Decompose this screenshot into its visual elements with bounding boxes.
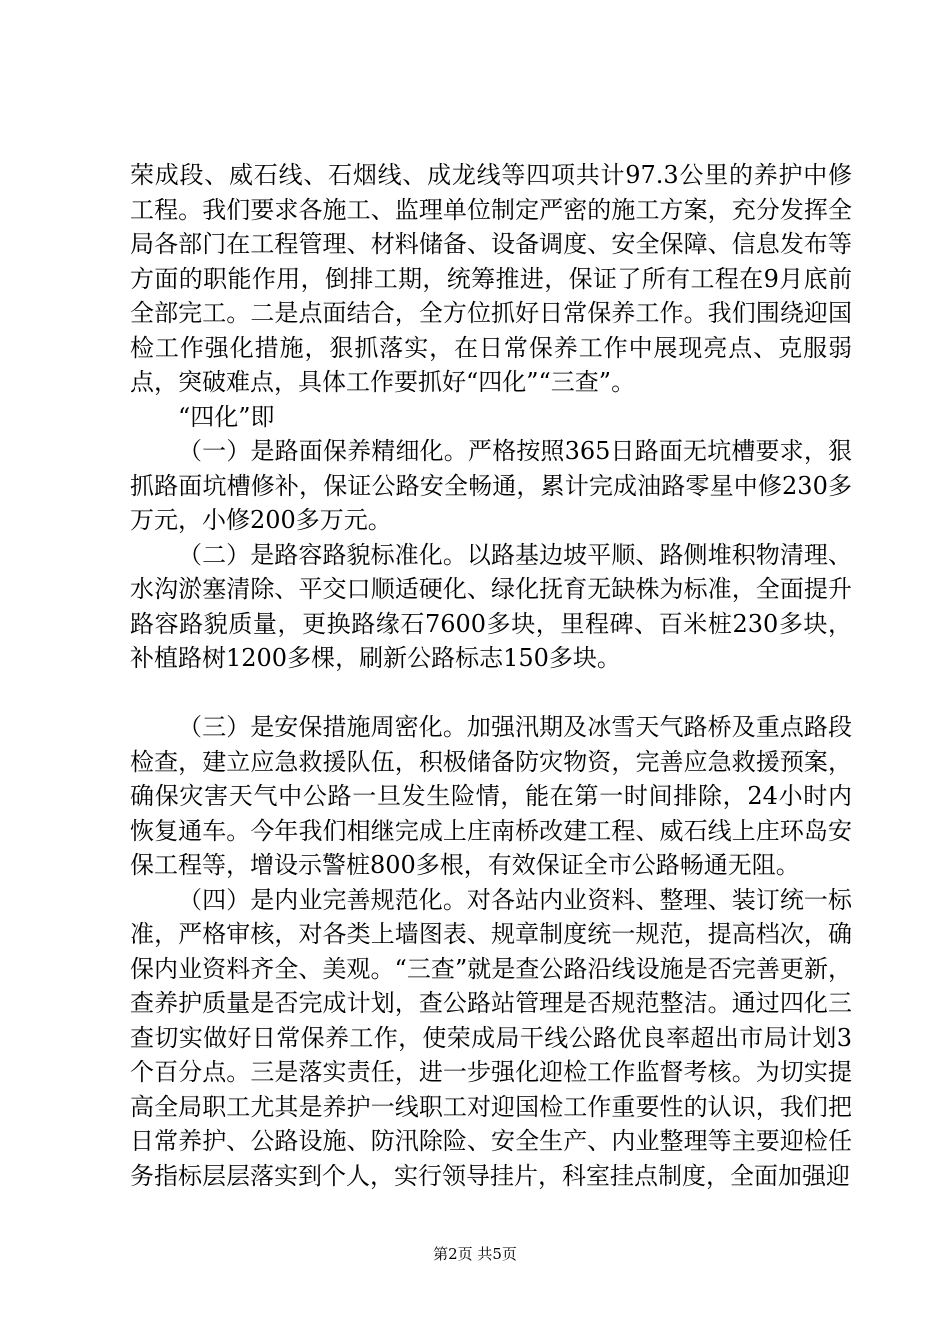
- paragraph-item-four: （四）是内业完善规范化。对各站内业资料、整理、装订统一标准，严格审核，对各类上墙图表、规章制度统一规范，提高档次，确保内业资料齐全、美观。“三查”就是查公路沿线设施是否完善更新，查养护质量是否完成计划，查公路站管理是否规范整洁。通过四化三查切实做好日常保养工作，使荣成局干线公路优良率超出市局计划3个百分点。三是落实责任，进一步强化迎检工作监督考核。为切实提高全局职工尤其是养护一线职工对迎国检工作重要性的认识，我们把日常养护、公路设施、防汛除险、安全生产、内业整理等主要迎检任务指标层层落实到个人，实行领导挂片，科室挂点制度，全面加强迎: [130, 885, 852, 1190]
- paragraph-continuation: 荣成段、威石线、石烟线、成龙线等四项共计97.3公里的养护中修工程。我们要求各施工、监理单位制定严密的施工方案，充分发挥全局各部门在工程管理、材料储备、设备调度、安全保障、信息发布等方面的职能作用，倒排工期，统筹推进，保证了所有工程在9月底前全部完工。二是点面结合，全方位抓好日常保养工作。我们围绕迎国检工作强化措施，狠抓落实，在日常保养工作中展现亮点、克服弱点，突破难点，具体工作要抓好“四化”“三查”。: [130, 161, 852, 396]
- paragraph-item-one: （一）是路面保养精细化。严格按照365日路面无坑槽要求，狠抓路面坑槽修补，保证公路安全畅通，累计完成油路零星中修230多万元，小修200多万元。: [130, 437, 852, 534]
- paragraph-four-modernizations-heading: “四化”即: [178, 402, 275, 431]
- page-number: 第2页 共5页: [433, 1245, 517, 1263]
- page-footer: [0, 1244, 950, 1264]
- paragraph-item-three: （三）是安保措施周密化。加强汛期及冰雪天气路桥及重点路段检查，建立应急救援队伍，积极储备防灾物资，完善应急救援预案，确保灾害天气中公路一旦发生险情，能在第一时间排除，24小时内恢复通车。今年我们相继完成上庄南桥改建工程、威石线上庄环岛安保工程等，增设示警桩800多根，有效保证全市公路畅通无阻。: [130, 713, 852, 879]
- paragraph-item-two: （二）是路容路貌标准化。以路基边坡平顺、路侧堆积物清理、水沟淤塞清除、平交口顺适硬化、绿化抚育无缺株为标准，全面提升路容路貌质量，更换路缘石7600多块，里程碑、百米桩230多块，补植路树1200多棵，刷新公路标志150多块。: [130, 540, 852, 672]
- document-body: [130, 158, 852, 1193]
